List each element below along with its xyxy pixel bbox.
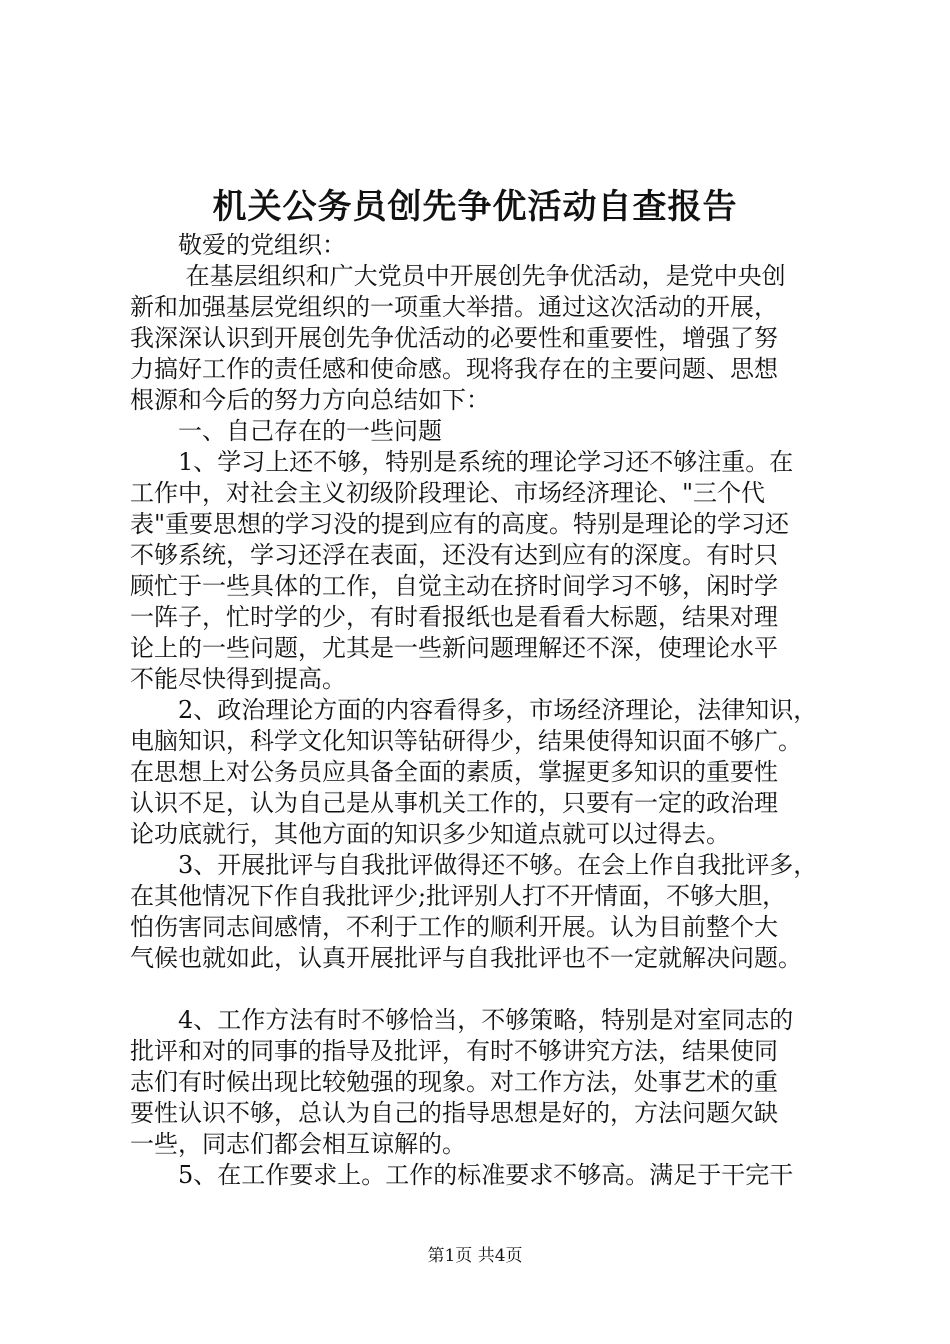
text-line: 我深深认识到开展创先争优活动的必要性和重要性，增强了努 [130, 324, 778, 352]
document-body [130, 230, 850, 1191]
text-line: 怕伤害同志间感情，不利于工作的顺利开展。认为目前整个大 [130, 913, 778, 941]
text-line: 一些，同志们都会相互谅解的。 [130, 1130, 466, 1158]
text-line: 2、政治理论方面的内容看得多，市场经济理论，法律知识， [130, 696, 818, 724]
text-line: 志们有时候出现比较勉强的现象。对工作方法，处事艺术的重 [130, 1068, 778, 1096]
document-title: 机关公务员创先争优活动自查报告 [212, 187, 738, 227]
text-line: 批评和对的同事的指导及批评，有时不够讲究方法，结果使同 [130, 1037, 778, 1065]
text-line: 在基层组织和广大党员中开展创先争优活动，是党中央创 [130, 262, 786, 290]
text-line: 1、学习上还不够，特别是系统的理论学习还不够注重。在 [130, 448, 794, 476]
text-line: 力搞好工作的责任感和使命感。现将我存在的主要问题、思想 [130, 355, 778, 383]
text-line: 论上的一些问题，尤其是一些新问题理解还不深，使理论水平 [130, 634, 778, 662]
text-line: 3、开展批评与自我批评做得还不够。在会上作自我批评多， [130, 851, 818, 879]
text-line: 论功底就行，其他方面的知识多少知道点就可以过得去。 [130, 820, 730, 848]
text-line: 顾忙于一些具体的工作，自觉主动在挤时间学习不够，闲时学 [130, 572, 778, 600]
text-line: 新和加强基层党组织的一项重大举措。通过这次活动的开展， [130, 293, 778, 321]
text-line: 认识不足，认为自己是从事机关工作的，只要有一定的政治理 [130, 789, 778, 817]
page-number-footer: 第1页 共4页 [427, 1246, 523, 1266]
text-line: 5、在工作要求上。工作的标准要求不够高。满足于干完干 [130, 1161, 794, 1189]
paragraph-gap [130, 974, 850, 1005]
text-line: 4、工作方法有时不够恰当，不够策略，特别是对室同志的 [130, 1006, 794, 1034]
text-line: 不能尽快得到提高。 [130, 665, 346, 693]
text-line: 表"重要思想的学习没的提到应有的高度。特别是理论的学习还 [130, 510, 790, 538]
text-line: 敬爱的党组织： [130, 231, 346, 259]
text-line: 在思想上对公务员应具备全面的素质，掌握更多知识的重要性 [130, 758, 778, 786]
text-line: 工作中，对社会主义初级阶段理论、市场经济理论、"三个代 [130, 479, 766, 507]
text-line: 电脑知识，科学文化知识等钻研得少，结果使得知识面不够广。 [130, 727, 802, 755]
section-heading: 一、自己存在的一些问题 [130, 417, 442, 445]
text-line: 在其他情况下作自我批评少;批评别人打不开情面，不够大胆， [130, 882, 787, 910]
text-line: 气候也就如此，认真开展批评与自我批评也不一定就解决问题。 [130, 944, 802, 972]
text-line: 根源和今后的努力方向总结如下： [130, 386, 490, 414]
text-line: 一阵子，忙时学的少，有时看报纸也是看看大标题，结果对理 [130, 603, 778, 631]
text-line: 要性认识不够，总认为自己的指导思想是好的，方法问题欠缺 [130, 1099, 778, 1127]
text-line: 不够系统，学习还浮在表面，还没有达到应有的深度。有时只 [130, 541, 778, 569]
